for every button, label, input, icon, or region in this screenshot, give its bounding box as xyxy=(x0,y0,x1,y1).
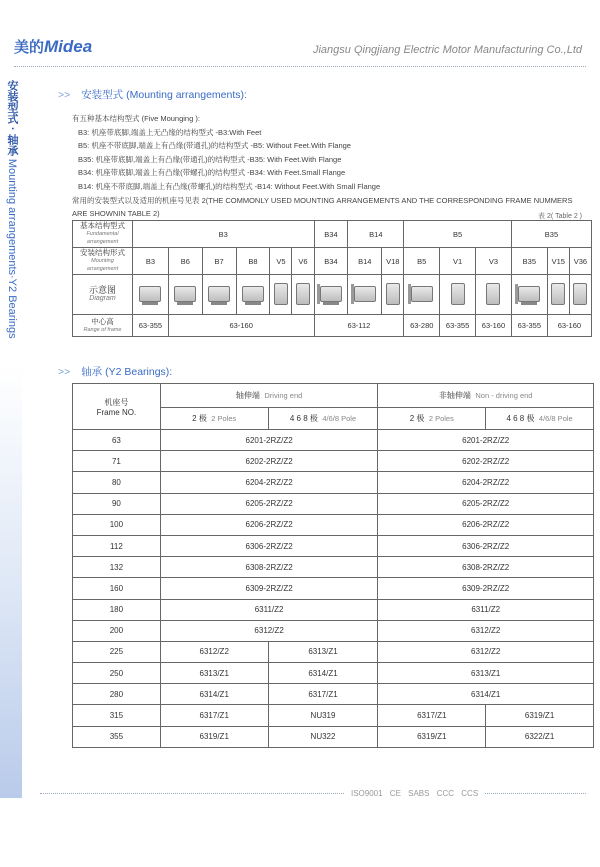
motor-diagram-icon xyxy=(274,283,288,305)
certifications: ISO9001 CE SABS CCC CCS xyxy=(345,789,484,798)
motor-diagram-icon xyxy=(551,283,565,305)
bearing-cell: 6309-2RZ/Z2 xyxy=(160,578,378,599)
bearing-cell: 6311/Z2 xyxy=(160,599,378,620)
sidebar-caption-en: Mounting arrangements·Y2 Bearings xyxy=(6,158,18,339)
range-cell: 63-280 xyxy=(404,315,440,337)
bearing-cell: 6202-2RZ/Z2 xyxy=(160,451,378,472)
bearing-cell: 6319/Z1 xyxy=(160,726,268,747)
range-cell: 63-355 xyxy=(440,315,476,337)
bearing-cell: 6317/Z1 xyxy=(268,684,378,705)
bearings-title-cn: 轴承 xyxy=(81,366,103,378)
table-row xyxy=(73,535,594,556)
motor-diagram-icon xyxy=(354,286,376,302)
drive-2pole-header: 2 极 2 Poles xyxy=(160,408,268,430)
drive-468pole-header: 4 6 8 极 4/6/8 Pole xyxy=(268,408,378,430)
bearing-cell: 6205-2RZ/Z2 xyxy=(160,493,378,514)
bearing-cell: 6319/Z1 xyxy=(486,705,594,726)
bearing-cell: 6312/Z2 xyxy=(378,620,594,641)
table-row xyxy=(73,726,594,747)
logo-cn: 美的 xyxy=(14,39,45,56)
motor-diagram-icon xyxy=(320,286,342,302)
intro-line: B34: 机座带底脚,端盖上有凸缘(带螺孔)的结构型式 -B34: With Feet.Small Flange xyxy=(78,168,346,178)
diagram-cell xyxy=(292,275,314,315)
bearings-section-title xyxy=(58,364,172,379)
table-row xyxy=(73,430,594,451)
bearing-cell: 6313/Z1 xyxy=(268,641,378,662)
mounting-arrow-icon: >> xyxy=(58,89,71,101)
table-2-label: 表 2( Table 2 ) xyxy=(538,213,582,220)
table-row xyxy=(73,578,594,599)
frame-cell: 71 xyxy=(73,451,161,472)
logo-brand: Midea xyxy=(44,37,93,56)
frame-cell: 280 xyxy=(73,684,161,705)
bearing-cell: 6312/Z2 xyxy=(378,641,594,662)
bearing-cell: 6308-2RZ/Z2 xyxy=(378,557,594,578)
nondrive-468pole-header: 4 6 8 极 4/6/8 Pole xyxy=(486,408,594,430)
motor-diagram-icon xyxy=(386,283,400,305)
type-cell: B6 xyxy=(168,248,202,275)
bearing-cell: 6204-2RZ/Z2 xyxy=(378,472,594,493)
diagram-cell xyxy=(440,275,476,315)
bearing-cell: 6201-2RZ/Z2 xyxy=(160,430,378,451)
motor-diagram-icon xyxy=(518,286,540,302)
motor-diagram-icon xyxy=(451,283,465,305)
range-cell: 63-160 xyxy=(476,315,512,337)
driving-end-header: 轴伸端 Driving end xyxy=(160,384,378,408)
motor-diagram-icon xyxy=(411,286,433,302)
diagram-cell xyxy=(236,275,270,315)
frame-cell: 315 xyxy=(73,705,161,726)
type-cell: B7 xyxy=(202,248,236,275)
mounting-table xyxy=(72,220,592,337)
frame-no-header: 机座号 Frame NO. xyxy=(73,384,161,430)
type-cell: V6 xyxy=(292,248,314,275)
center-height-label: 中心高 Range of frame xyxy=(73,315,133,337)
diagram-cell xyxy=(202,275,236,315)
table-row xyxy=(73,472,594,493)
page-header xyxy=(0,0,600,70)
diagram-cell xyxy=(404,275,440,315)
frame-cell: 90 xyxy=(73,493,161,514)
frame-cell: 160 xyxy=(73,578,161,599)
frame-cell: 180 xyxy=(73,599,161,620)
sidebar-caption xyxy=(2,80,20,339)
diagram-cell xyxy=(314,275,348,315)
type-cell: V3 xyxy=(476,248,512,275)
mounting-title-en: (Mounting arrangements): xyxy=(126,89,247,101)
header-divider xyxy=(14,66,586,67)
bearing-cell: NU319 xyxy=(268,705,378,726)
bearing-cell: 6311/Z2 xyxy=(378,599,594,620)
bearing-cell: 6205-2RZ/Z2 xyxy=(378,493,594,514)
intro-line: B35: 机座带底脚,端盖上有凸缘(带通孔)的结构型式 -B35: With Feet.With Flange xyxy=(78,154,342,164)
table-row xyxy=(73,663,594,684)
frame-cell: 132 xyxy=(73,557,161,578)
table-row xyxy=(73,599,594,620)
diagram-cell xyxy=(348,275,382,315)
frame-cell: 250 xyxy=(73,663,161,684)
type-cell: V18 xyxy=(382,248,404,275)
bearing-cell: 6322/Z1 xyxy=(486,726,594,747)
diagram-cell xyxy=(168,275,202,315)
diagram-cell xyxy=(569,275,591,315)
type-cell: B35 xyxy=(511,248,547,275)
table-row xyxy=(73,620,594,641)
frame-cell: 200 xyxy=(73,620,161,641)
bearing-cell: 6314/Z1 xyxy=(268,663,378,684)
bearing-cell: 6314/Z1 xyxy=(160,684,268,705)
type-cell: B5 xyxy=(404,248,440,275)
table-row xyxy=(73,641,594,662)
motor-diagram-icon xyxy=(208,286,230,302)
range-cell: 63-160 xyxy=(547,315,591,337)
install-arrangement-label: 安装结构形式 Mounting arrangement xyxy=(73,248,133,275)
diagram-cell xyxy=(133,275,169,315)
bearing-cell: 6309-2RZ/Z2 xyxy=(378,578,594,599)
motor-diagram-icon xyxy=(296,283,310,305)
bearing-cell: 6201-2RZ/Z2 xyxy=(378,430,594,451)
group-b35: B35 xyxy=(511,221,591,248)
bearing-cell: 6312/Z2 xyxy=(160,641,268,662)
motor-diagram-icon xyxy=(486,283,500,305)
company-name: Jiangsu Qingjiang Electric Motor Manufacturing Co.,Ltd xyxy=(312,44,582,56)
bearing-cell: 6306-2RZ/Z2 xyxy=(160,535,378,556)
diagram-cell xyxy=(476,275,512,315)
motor-diagram-icon xyxy=(242,286,264,302)
group-b14: B14 xyxy=(348,221,404,248)
basic-arrangement-label: 基本结构型式 Fundamental arrangement xyxy=(73,221,133,248)
bearing-cell: 6319/Z1 xyxy=(378,726,486,747)
table-row xyxy=(73,493,594,514)
bearing-cell: 6312/Z2 xyxy=(160,620,378,641)
table-row xyxy=(73,557,594,578)
mounting-title-cn: 安装型式 xyxy=(81,89,124,101)
diagram-label: 示意图 Diagram xyxy=(73,275,133,315)
diagram-cell xyxy=(382,275,404,315)
frame-cell: 112 xyxy=(73,535,161,556)
table-row xyxy=(73,684,594,705)
intro-line: B3: 机座带底脚,端盖上无凸缘的结构型式 -B3:With Feet xyxy=(78,127,262,137)
diagram-cell xyxy=(547,275,569,315)
intro-line: 常用的安装型式以及适用的机座号见表 2(THE COMMONLY USED MOUNTING ARRANGEMENTS AND THE CORRESPONDING FRAME NUMMERS xyxy=(72,195,573,205)
bearing-cell: 6204-2RZ/Z2 xyxy=(160,472,378,493)
motor-diagram-icon xyxy=(139,286,161,302)
footer-divider xyxy=(40,793,586,794)
bearing-cell: 6306-2RZ/Z2 xyxy=(378,535,594,556)
mounting-section-title xyxy=(58,87,247,102)
nondrive-2pole-header: 2 极 2 Poles xyxy=(378,408,486,430)
sidebar-caption-cn: 安装型式 · 轴承 xyxy=(6,80,18,156)
table-row xyxy=(73,514,594,535)
bearings-arrow-icon: >> xyxy=(58,366,71,378)
frame-cell: 355 xyxy=(73,726,161,747)
type-cell: B8 xyxy=(236,248,270,275)
motor-diagram-icon xyxy=(573,283,587,305)
non-driving-end-header: 非轴伸端 Non - driving end xyxy=(378,384,594,408)
frame-cell: 63 xyxy=(73,430,161,451)
motor-diagram-icon xyxy=(174,286,196,302)
bearing-cell: NU322 xyxy=(268,726,378,747)
table-row xyxy=(73,705,594,726)
frame-cell: 225 xyxy=(73,641,161,662)
frame-cell: 100 xyxy=(73,514,161,535)
type-cell: V36 xyxy=(569,248,591,275)
bearing-cell: 6206-2RZ/Z2 xyxy=(160,514,378,535)
group-b5: B5 xyxy=(404,221,512,248)
type-cell: B34 xyxy=(314,248,348,275)
range-cell: 63-355 xyxy=(511,315,547,337)
range-cell: 63-160 xyxy=(168,315,314,337)
intro-line: 有五种基本结构型式 (Five Mounging ): xyxy=(72,114,200,123)
bearing-cell: 6313/Z1 xyxy=(160,663,268,684)
diagram-cell xyxy=(511,275,547,315)
bearing-cell: 6313/Z1 xyxy=(378,663,594,684)
diagram-cell xyxy=(270,275,292,315)
midea-logo xyxy=(14,36,92,57)
bearing-cell: 6317/Z1 xyxy=(378,705,486,726)
table-row xyxy=(73,451,594,472)
type-cell: B14 xyxy=(348,248,382,275)
bearings-title-en: (Y2 Bearings): xyxy=(105,366,173,378)
intro-line: B14: 机座不带底脚,端盖上有凸缘(带螺孔)的结构型式 -B14: Without Feet.With Small Flange xyxy=(78,181,381,191)
type-cell: V15 xyxy=(547,248,569,275)
bearings-table xyxy=(72,383,594,748)
bearing-cell: 6202-2RZ/Z2 xyxy=(378,451,594,472)
range-cell: 63-112 xyxy=(314,315,404,337)
type-cell: V1 xyxy=(440,248,476,275)
group-b3: B3 xyxy=(133,221,315,248)
bearing-cell: 6317/Z1 xyxy=(160,705,268,726)
mounting-intro xyxy=(72,112,592,221)
range-cell: 63-355 xyxy=(133,315,169,337)
bearing-cell: 6308-2RZ/Z2 xyxy=(160,557,378,578)
type-cell: B3 xyxy=(133,248,169,275)
bearing-cell: 6314/Z1 xyxy=(378,684,594,705)
type-cell: V5 xyxy=(270,248,292,275)
group-b34: B34 xyxy=(314,221,348,248)
bearing-cell: 6206-2RZ/Z2 xyxy=(378,514,594,535)
intro-line: ARE SHOWNIN TABLE 2) xyxy=(72,209,160,219)
frame-cell: 80 xyxy=(73,472,161,493)
intro-line: B5: 机座不带底脚,端盖上有凸缘(带通孔)的结构型式 -B5: Without Feet.With Flange xyxy=(78,141,351,151)
